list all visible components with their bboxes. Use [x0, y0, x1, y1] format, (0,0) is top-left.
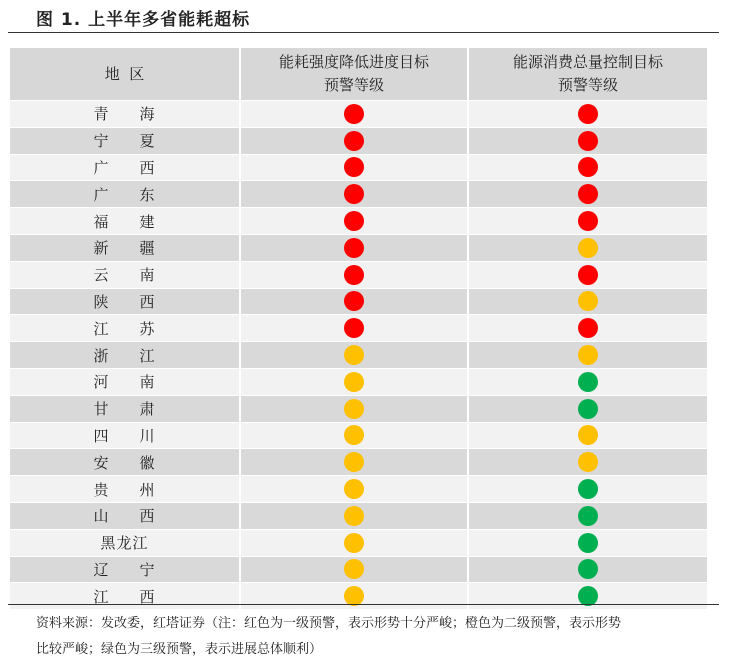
intensity-warning-orange-dot: [344, 399, 364, 419]
region-name-part1: 陕: [93, 292, 110, 311]
intensity-warning-orange-dot: [344, 559, 364, 579]
intensity-warning-red-dot: [344, 104, 364, 124]
total-warning-cell: [468, 154, 707, 181]
total-warning-cell: [468, 422, 707, 449]
region-cell: [10, 154, 240, 181]
intensity-warning-cell: [240, 449, 468, 476]
table-row: [10, 261, 707, 288]
intensity-warning-cell: [240, 288, 468, 315]
total-warning-cell: [468, 101, 707, 128]
region-cell: [10, 234, 240, 261]
total-warning-cell: [468, 342, 707, 369]
total-warning-cell: [468, 234, 707, 261]
table-row: [10, 502, 707, 529]
region-cell: [10, 449, 240, 476]
intensity-warning-red-dot: [344, 265, 364, 285]
region-cell: [10, 422, 240, 449]
region-cell: [10, 342, 240, 369]
table-row: [10, 154, 707, 181]
region-cell: [10, 261, 240, 288]
table-row: [10, 101, 707, 128]
region-cell: [10, 583, 240, 609]
intensity-warning-cell: [240, 395, 468, 422]
table-row: [10, 368, 707, 395]
region-cell: [10, 368, 240, 395]
intensity-warning-cell: [240, 261, 468, 288]
region-cell: [10, 101, 240, 128]
region-cell: [10, 502, 240, 529]
region-cell: [10, 181, 240, 208]
table-row: [10, 342, 707, 369]
total-warning-cell: [468, 181, 707, 208]
intensity-warning-cell: [240, 315, 468, 342]
table-row: [10, 449, 707, 476]
region-name-part2: 夏: [139, 132, 156, 151]
region-name-part2: 建: [139, 212, 156, 231]
total-warning-green-dot: [578, 533, 598, 553]
region-name-part1: 江: [93, 587, 110, 606]
table-header-row: [10, 48, 707, 101]
intensity-warning-cell: [240, 127, 468, 154]
region-name-part2: 疆: [139, 239, 156, 258]
intensity-warning-cell: [240, 476, 468, 503]
region-name-part1: 江: [93, 319, 110, 338]
header-total-line2: 预警等级: [557, 76, 618, 94]
region-name-part1: 辽: [93, 560, 110, 579]
table-row: [10, 422, 707, 449]
intensity-warning-cell: [240, 342, 468, 369]
total-warning-green-dot: [578, 559, 598, 579]
intensity-warning-cell: [240, 502, 468, 529]
table-row: [10, 583, 707, 609]
source-note: [36, 611, 716, 663]
total-warning-cell: [468, 395, 707, 422]
total-warning-orange-dot: [578, 291, 598, 311]
region-name-part1: 广: [93, 158, 110, 177]
region-cell: [10, 315, 240, 342]
table-body: [10, 101, 707, 610]
total-warning-cell: [468, 449, 707, 476]
region-name-part1: 新: [93, 239, 110, 258]
region-name-part1: 甘: [93, 400, 110, 419]
region-name-part1: 安: [93, 453, 110, 472]
region-cell: [10, 127, 240, 154]
total-warning-cell: [468, 556, 707, 583]
region-name-part1: 广: [93, 185, 110, 204]
intensity-warning-cell: [240, 529, 468, 556]
region-cell: [10, 395, 240, 422]
intensity-warning-orange-dot: [344, 479, 364, 499]
region-name-part2: 江: [139, 346, 156, 365]
total-warning-cell: [468, 288, 707, 315]
region-name-part1: 浙: [93, 346, 110, 365]
intensity-warning-cell: [240, 154, 468, 181]
region-cell: [10, 476, 240, 503]
intensity-warning-orange-dot: [344, 345, 364, 365]
table-row: [10, 208, 707, 235]
table-row: [10, 529, 707, 556]
intensity-warning-red-dot: [344, 131, 364, 151]
region-name-part2: 徽: [139, 453, 156, 472]
table-row: [10, 127, 707, 154]
intensity-warning-cell: [240, 181, 468, 208]
intensity-warning-cell: [240, 101, 468, 128]
intensity-warning-red-dot: [344, 184, 364, 204]
intensity-warning-orange-dot: [344, 533, 364, 553]
total-warning-red-dot: [578, 184, 598, 204]
total-warning-red-dot: [578, 265, 598, 285]
figure-title: 图 1. 上半年多省能耗超标: [36, 10, 251, 30]
header-intensity: [240, 48, 468, 101]
region-cell: [10, 529, 240, 556]
region-cell: [10, 288, 240, 315]
intensity-warning-cell: [240, 208, 468, 235]
region-name-part1: 福: [93, 212, 110, 231]
intensity-warning-orange-dot: [344, 372, 364, 392]
region-name-part2: 西: [139, 292, 156, 311]
top-rule: [8, 32, 719, 33]
region-cell: [10, 208, 240, 235]
region-name-part2: 东: [139, 185, 156, 204]
intensity-warning-orange-dot: [344, 452, 364, 472]
bottom-rule: [8, 604, 719, 605]
table-row: [10, 181, 707, 208]
total-warning-green-dot: [578, 479, 598, 499]
region-name-part2: 川: [139, 426, 156, 445]
intensity-warning-red-dot: [344, 157, 364, 177]
region-name-part1: 四: [93, 426, 110, 445]
table-row: [10, 476, 707, 503]
region-name-part1: 宁: [93, 132, 110, 151]
total-warning-red-dot: [578, 104, 598, 124]
warning-table: [10, 48, 707, 609]
intensity-warning-red-dot: [344, 291, 364, 311]
intensity-warning-orange-dot: [344, 506, 364, 526]
total-warning-green-dot: [578, 372, 598, 392]
total-warning-cell: [468, 368, 707, 395]
region-name-part1: 河: [93, 373, 110, 392]
region-name-part2: 州: [139, 480, 156, 499]
total-warning-orange-dot: [578, 238, 598, 258]
intensity-warning-cell: [240, 422, 468, 449]
table-row: [10, 556, 707, 583]
total-warning-green-dot: [578, 506, 598, 526]
total-warning-cell: [468, 127, 707, 154]
table-row: [10, 288, 707, 315]
region-name-part2: 西: [139, 507, 156, 526]
intensity-warning-red-dot: [344, 238, 364, 258]
total-warning-cell: [468, 315, 707, 342]
total-warning-cell: [468, 583, 707, 609]
total-warning-orange-dot: [578, 452, 598, 472]
total-warning-cell: [468, 476, 707, 503]
intensity-warning-cell: [240, 583, 468, 609]
total-warning-orange-dot: [578, 345, 598, 365]
total-warning-green-dot: [578, 399, 598, 419]
region-name-part2: 海: [139, 105, 156, 124]
intensity-warning-red-dot: [344, 211, 364, 231]
total-warning-cell: [468, 529, 707, 556]
total-warning-red-dot: [578, 131, 598, 151]
region-name-part1: 云: [93, 266, 110, 285]
region-name-part1: 黑龙江: [100, 534, 149, 553]
region-name-part1: 青: [93, 105, 110, 124]
table-row: [10, 315, 707, 342]
total-warning-red-dot: [578, 157, 598, 177]
table-row: [10, 395, 707, 422]
total-warning-cell: [468, 208, 707, 235]
region-name-part2: 西: [139, 158, 156, 177]
header-total: [468, 48, 707, 101]
region-name-part1: 山: [93, 507, 110, 526]
source-note-line2: 比较严峻；绿色为三级预警，表示进展总体顺利）: [36, 642, 323, 657]
total-warning-cell: [468, 502, 707, 529]
total-warning-cell: [468, 261, 707, 288]
total-warning-red-dot: [578, 318, 598, 338]
header-region: [10, 48, 240, 101]
region-name-part2: 宁: [139, 560, 156, 579]
region-name-part2: 肃: [139, 400, 156, 419]
region-name-part2: 南: [139, 266, 156, 285]
source-note-line1: 资料来源：发改委，红塔证券（注：红色为一级预警，表示形势十分严峻；橙色为二级预警，表示形势: [36, 616, 622, 631]
region-cell: [10, 556, 240, 583]
intensity-warning-cell: [240, 368, 468, 395]
intensity-warning-cell: [240, 556, 468, 583]
intensity-warning-orange-dot: [344, 425, 364, 445]
header-intensity-line1: 能耗强度降低进度目标: [278, 53, 429, 71]
intensity-warning-cell: [240, 234, 468, 261]
header-intensity-line2: 预警等级: [323, 76, 384, 94]
header-region-label: 地 区: [104, 64, 145, 83]
total-warning-orange-dot: [578, 425, 598, 445]
region-name-part2: 西: [139, 587, 156, 606]
header-total-line1: 能源消费总量控制目标: [512, 53, 663, 71]
intensity-warning-red-dot: [344, 318, 364, 338]
region-name-part2: 南: [139, 373, 156, 392]
region-name-part2: 苏: [139, 319, 156, 338]
total-warning-red-dot: [578, 211, 598, 231]
region-name-part1: 贵: [93, 480, 110, 499]
table-row: [10, 234, 707, 261]
